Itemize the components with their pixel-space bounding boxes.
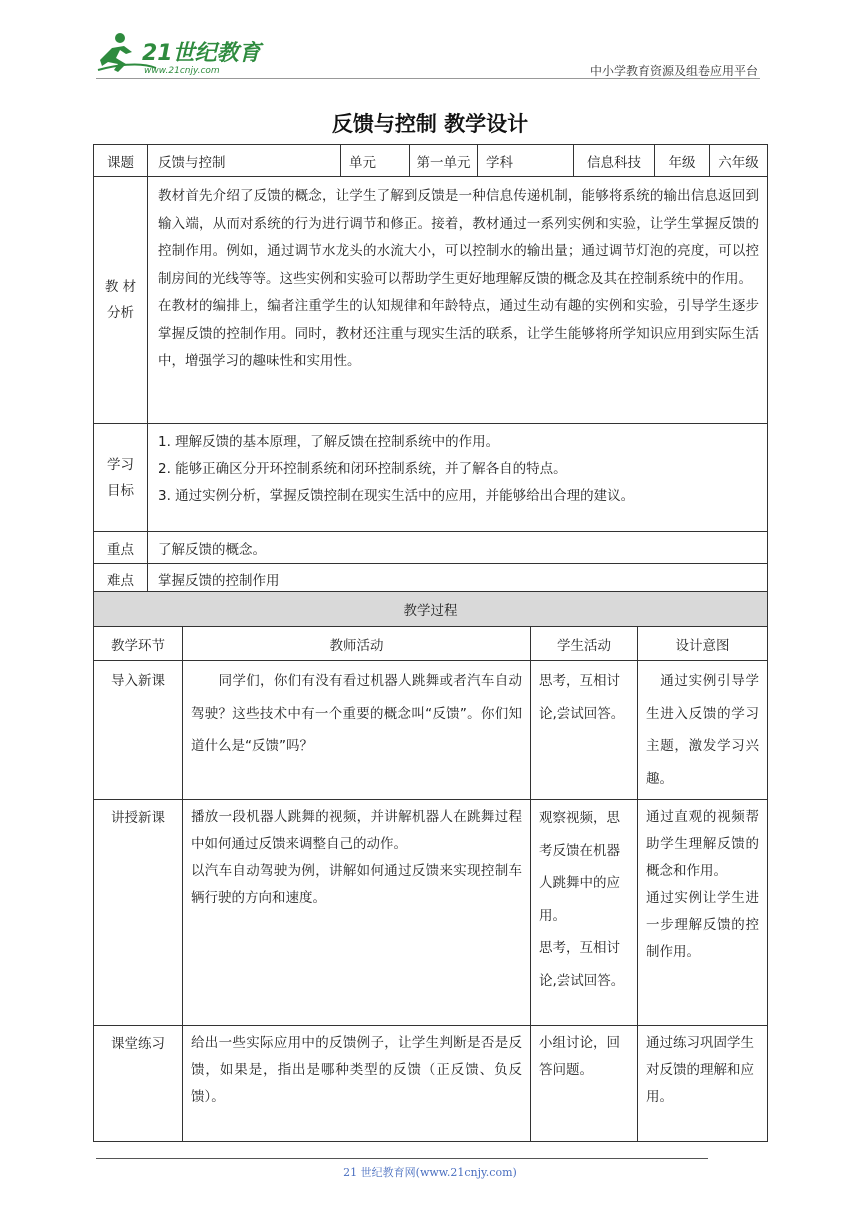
process-header: 学生活动: [531, 627, 638, 661]
grade-label: 年级: [655, 145, 710, 177]
teacher-activity: 播放一段机器人跳舞的视频，并讲解机器人在跳舞过程中如何通过反馈来调整自己的动作。 以汽车自动驾驶为例，讲解如何通过反馈来实现控制车辆行驶的方向和速度。: [183, 800, 531, 1026]
footer-rule: [96, 1158, 708, 1159]
analysis-label: 教 材 分析: [94, 177, 148, 424]
difficulty-value: 掌握反馈的控制作用: [148, 564, 768, 594]
svg-text:www.21cnjy.com: www.21cnjy.com: [144, 66, 220, 76]
grade-value: 六年级: [710, 145, 768, 177]
teaching-process-table: [93, 591, 768, 1142]
teacher-activity: 给出一些实际应用中的反馈例子，让学生判断是否是反馈，如果是，指出是哪种类型的反馈（正反馈、负反馈）。: [183, 1026, 531, 1142]
analysis-row: [94, 177, 768, 424]
unit-label: 单元: [341, 145, 410, 177]
process-header: 教学环节: [94, 627, 183, 661]
platform-name: 中小学教育资源及组卷应用平台: [589, 64, 758, 78]
topic-label: 课题: [94, 145, 148, 177]
header-rule: [96, 78, 760, 79]
topic-value: 反馈与控制: [148, 145, 341, 177]
process-stage: 讲授新课: [94, 800, 183, 1026]
goals-row: [94, 424, 768, 532]
process-header: 设计意图: [638, 627, 768, 661]
goals-list: [148, 424, 768, 532]
process-header: 教师活动: [183, 627, 531, 661]
page-header: [96, 30, 760, 82]
logo-21cnjy: [96, 30, 266, 78]
key-point-row: [94, 532, 768, 564]
subject-label: 学科: [478, 145, 574, 177]
analysis-paragraph: 教材首先介绍了反馈的概念，让学生了解到反馈是一种信息传递机制，能够将系统的输出信息返回到输入端，从而对系统的行为进行调节和修正。接着，教材通过一系列实例和实验，让学生掌握反馈的控制作用。例如，通过调节水龙头的水流大小，可以控制水的输出量；通过调节灯泡的亮度，可以控制房间的光线等等。这些实例和实验可以帮助学生更好地理解反馈的概念及其在控制系统中的作用。: [158, 188, 759, 287]
goal-item: 2. 能够正确区分开环控制系统和闭环控制系统，并了解各自的特点。: [158, 461, 567, 477]
footer-link[interactable]: 21 世纪教育网(www.21cnjy.com): [343, 1166, 517, 1179]
design-intent: 通过实例引导学生进入反馈的学习主题，激发学习兴趣。: [638, 661, 768, 800]
difficulty-label: 难点: [94, 564, 148, 594]
key-point-value: 了解反馈的概念。: [148, 532, 768, 564]
student-activity: 小组讨论，回答问题。: [531, 1026, 638, 1142]
teacher-activity: 同学们，你们有没有看过机器人跳舞或者汽车自动驾驶？这些技术中有一个重要的概念叫“反馈”。你们知道什么是“反馈”吗？: [183, 661, 531, 800]
process-header-row: [94, 627, 768, 661]
analysis-text: [148, 177, 768, 424]
process-stage: 导入新课: [94, 661, 183, 800]
design-intent: 通过练习巩固学生对反馈的理解和应用。: [638, 1026, 768, 1142]
difficulty-row: [94, 564, 768, 594]
analysis-paragraph: 在教材的编排上，编者注重学生的认知规律和年龄特点，通过生动有趣的实例和实验，引导学生逐步掌握反馈的控制作用。同时，教材还注重与现实生活的联系，让学生能够将所学知识应用到实际生活中，增强学习的趣味性和实用性。: [158, 298, 759, 369]
info-row: [94, 145, 768, 177]
student-activity: 观察视频，思考反馈在机器人跳舞中的应用。 思考，互相讨论,尝试回答。: [531, 800, 638, 1026]
process-stage: 课堂练习: [94, 1026, 183, 1142]
goal-item: 3. 通过实例分析，掌握反馈控制在现实生活中的应用，并能够给出合理的建议。: [158, 488, 635, 504]
svg-text:21世纪教育: 21世纪教育: [142, 41, 261, 66]
process-row: [94, 800, 768, 1026]
design-intent: 通过直观的视频帮助学生理解反馈的概念和作用。 通过实例让学生进一步理解反馈的控制作用。: [638, 800, 768, 1026]
unit-value: 第一单元: [410, 145, 478, 177]
key-point-label: 重点: [94, 532, 148, 564]
subject-value: 信息科技: [574, 145, 655, 177]
goals-label: 学习 目标: [94, 424, 148, 532]
process-row: [94, 661, 768, 800]
lesson-info-table: [93, 144, 768, 594]
goal-item: 1. 理解反馈的基本原理，了解反馈在控制系统中的作用。: [158, 434, 500, 450]
process-row: [94, 1026, 768, 1142]
student-activity: 思考，互相讨论,尝试回答。: [531, 661, 638, 800]
process-title-row: [94, 592, 768, 627]
process-title: 教学过程: [94, 592, 768, 627]
document-title: 反馈与控制 教学设计: [331, 112, 529, 136]
